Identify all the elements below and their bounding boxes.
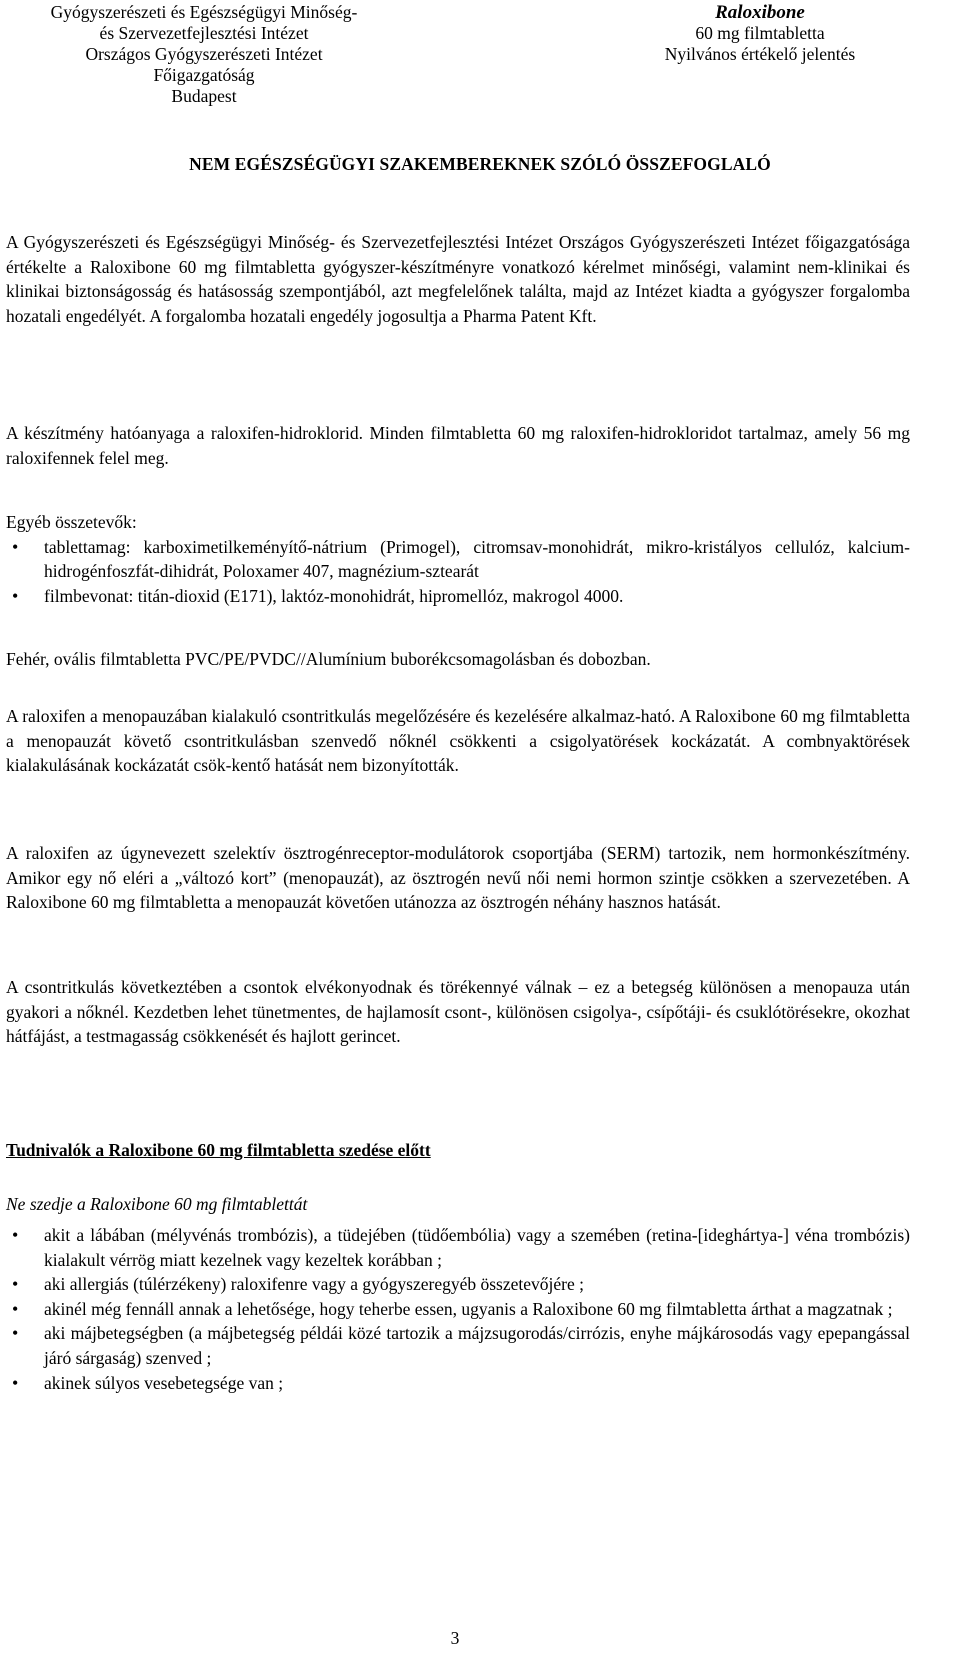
paragraph-osteoporosis: [6, 975, 910, 1049]
header-line: és Szervezetfejlesztési Intézet: [99, 23, 309, 43]
paragraph-text: A raloxifen a menopauzában kialakuló csontritkulás megelőzésére és kezelésére alkalmaz-ható. A Raloxibone 60 mg filmtabletta a menopauzát követő csontritkulásban szenvedő nőknél csökkenti a csigolyatörések kockázatát. A combnyaktörések kialakulásának kockázatát csök-kentő hatását nem bizonyították.: [6, 706, 910, 776]
paragraph-excipients: [6, 510, 910, 608]
paragraph-mechanism: [6, 841, 910, 915]
list-item: • akit a lábában (mélyvénás trombózis), a tüdejében (tüdőembólia) vagy a szemében (retina-[ideghártya-] véna trombózis) kialakult vérrög miatt kezelnek vagy kezeltek korábban ;: [6, 1223, 910, 1272]
list-item: • akinek súlyos vesebetegsége van ;: [6, 1371, 910, 1396]
list-item: • aki májbetegségben (a májbetegség példái közé tartozik a májzsugorodás/cirrózis, enyhe májkárosodás vagy epepangással járó sárgaság) szenved ;: [6, 1321, 910, 1370]
list-item: • filmbevonat: titán-dioxid (E171), laktóz-monohidrát, hipromellóz, makrogol 4000.: [6, 584, 910, 609]
list-item: • aki allergiás (túlérzékeny) raloxifenre vagy a gyógyszeregyéb összetevőjére ;: [6, 1272, 910, 1297]
product-name: Raloxibone: [715, 2, 805, 23]
section-title: Tudnivalók a Raloxibone 60 mg filmtabletta szedése előtt: [6, 1140, 431, 1160]
header-institution: [4, 2, 404, 107]
section-subtitle: Ne szedje a Raloxibone 60 mg filmtablettát: [6, 1194, 308, 1214]
page-number: 3: [450, 1628, 460, 1648]
summary-title: NEM EGÉSZSÉGÜGYI SZAKEMBEREKNEK SZÓLÓ ÖSSZEFOGLALÓ: [189, 154, 771, 174]
paragraph-active-ingredient: [6, 421, 910, 470]
paragraph-packaging: [6, 647, 910, 672]
paragraph-evaluation: [6, 230, 910, 328]
paragraph-text: Fehér, ovális filmtabletta PVC/PE/PVDC//Alumínium buborékcsomagolásban és dobozban.: [6, 649, 651, 669]
paragraph-text: A Gyógyszerészeti és Egészségügyi Minőség- és Szervezetfejlesztési Intézet Országos Gyógyszerészeti Intézet főigazgatósága értékelte a Raloxibone 60 mg filmtabletta gyógyszer-készítményre vonatkozó kérelmet minőségi, valamint nem-klinikai és klinikai biztonságosság és hatásosság szempontjából, azt megfelelőnek találta, majd az Intézet kiadta a gyógyszer forgalomba hozatali engedélyét. A forgalomba hozatali engedély jogosultja a Pharma Patent Kft.: [6, 232, 910, 326]
header-line: Budapest: [171, 86, 237, 106]
list-item: • akinél még fennáll annak a lehetősége, hogy teherbe essen, ugyanis a Raloxibone 60 mg filmtabletta árthat a magzatnak ;: [6, 1297, 910, 1322]
contraindications-list: [6, 1223, 910, 1395]
report-type: Nyilvános értékelő jelentés: [664, 44, 856, 64]
paragraph-text: A raloxifen az úgynevezett szelektív ösztrogénreceptor-modulátorok csoportjába (SERM) tartozik, nem hormonkészítmény. Amikor egy nő eléri a „változó kort” (menopauzát), az ösztrogén nevű női nemi hormon szintje csökken a szervezetében. A Raloxibone 60 mg filmtabletta a menopauzát követően utánozza az ösztrogén néhány hasznos hatását.: [6, 843, 910, 913]
header-line: Országos Gyógyszerészeti Intézet: [85, 44, 323, 64]
paragraph-text: A készítmény hatóanyaga a raloxifen-hidroklorid. Minden filmtabletta 60 mg raloxifen-hidrokloridot tartalmaz, amely 56 mg raloxifennek felel meg.: [6, 423, 910, 468]
header-line: Gyógyszerészeti és Egészségügyi Minőség-: [50, 2, 358, 22]
product-form: 60 mg filmtabletta: [695, 23, 825, 43]
paragraph-text: A csontritkulás következtében a csontok elvékonyodnak és törékennyé válnak – ez a betegség különösen a menopauza után gyakori a nőknél. Kezdetben lehet tünetmentes, de hajlamosít csont-, különösen csigolya-, csípőtáji- és csuklótörésekre, okozhat hátfájást, a testmagasság csökkenését és hajlott gerincet.: [6, 977, 910, 1047]
excipients-intro: Egyéb összetevők:: [6, 512, 137, 532]
list-item: • tablettamag: karboximetilkeményítő-nátrium (Primogel), citromsav-monohidrát, mikro-kristályos cellulóz, kalcium-hidrogénfoszfát-dihidrát, Poloxamer 407, magnézium-sztearát: [6, 535, 910, 584]
excipients-list: [6, 535, 910, 609]
contraindications: [6, 1223, 910, 1395]
paragraph-indication: [6, 704, 910, 778]
header-line: Főigazgatóság: [153, 65, 255, 85]
header-product: [610, 2, 910, 65]
